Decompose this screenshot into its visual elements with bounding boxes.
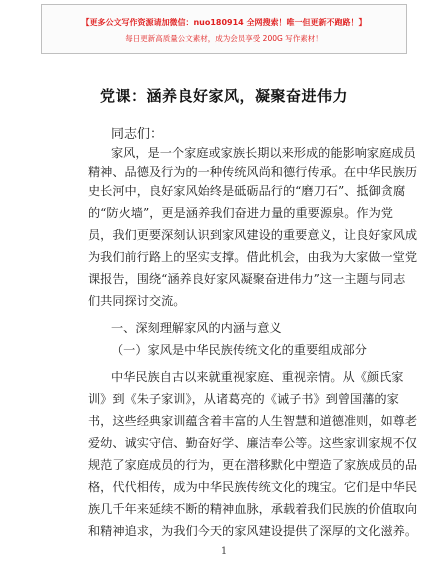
paragraph-1-line: 课报告，围绕“涵养良好家风凝聚奋进伟力”这一主题与同志 <box>88 272 406 286</box>
greeting: 同志们： <box>111 127 164 142</box>
section-heading: 一、深刻理解家风的内涵与意义 <box>111 321 282 335</box>
paragraph-1-line: 家风，是一个家庭或家族长期以来形成的能影响家庭成员 <box>111 146 416 160</box>
paragraph-1-line: 员，我们更要深刻认识到家风建设的重要意义，让良好家风成 <box>88 228 418 242</box>
paragraph-1-line: 精神、品德及行为的一种传统风尚和德行传承。在中华民族历 <box>88 165 418 179</box>
paragraph-2-line: 格，代代相传，成为中华民族传统文化的瑰宝。它们是中华民 <box>88 480 418 494</box>
paragraph-2-line: 训》到《朱子家训》，从诸葛亮的《诫子书》到曾国藩的家 <box>88 392 399 406</box>
paragraph-1-line: 的“防火墙”，更是涵养我们奋进力量的重要源泉。作为党 <box>88 206 393 220</box>
document-title: 党课：涵养良好家风，凝聚奋进伟力 <box>99 87 348 105</box>
paragraph-2-line: 族几千年来延续不断的精神血脉，承载着我们民族的价值取向 <box>88 502 418 516</box>
paragraph-1-line: 史长河中，良好家风始终是砥砺品行的“磨刀石”、抵御贪腐 <box>88 184 406 198</box>
paragraph-1-line: 们共同探讨交流。 <box>88 294 186 308</box>
paragraph-2-line: 书，这些经典家训蕴含着丰富的人生智慧和道德准则，如尊老 <box>88 414 418 428</box>
promo-banner-line-2: 每日更新高质量公文素材，成为会员享受 200G 写作素材！ <box>125 34 323 43</box>
promo-banner <box>41 4 407 54</box>
paragraph-2-line: 中华民族自古以来就重视家庭、重视亲情。从《颜氏家 <box>111 370 404 384</box>
paragraph-2-line: 爱幼、诚实守信、勤奋好学、廉洁奉公等。这些家训家规不仅 <box>88 436 418 450</box>
paragraph-2-line: 规范了家庭成员的行为，更在潜移默化中塑造了家族成员的品 <box>88 458 418 472</box>
promo-banner-line-1: 【更多公文写作资源请加微信：nuo180914 全网搜索！唯一但更新不跑路！】 <box>81 18 367 27</box>
subsection-heading: （一）家风是中华民族传统文化的重要组成部分 <box>111 343 367 357</box>
page-number: 1 <box>220 546 228 557</box>
paragraph-2-line: 和精神追求，为我们今天的家风建设提供了深厚的文化滋养。 <box>88 524 418 538</box>
paragraph-1-line: 为我们前行路上的坚实支撑。借此机会，由我为大家做一堂党 <box>88 250 418 264</box>
